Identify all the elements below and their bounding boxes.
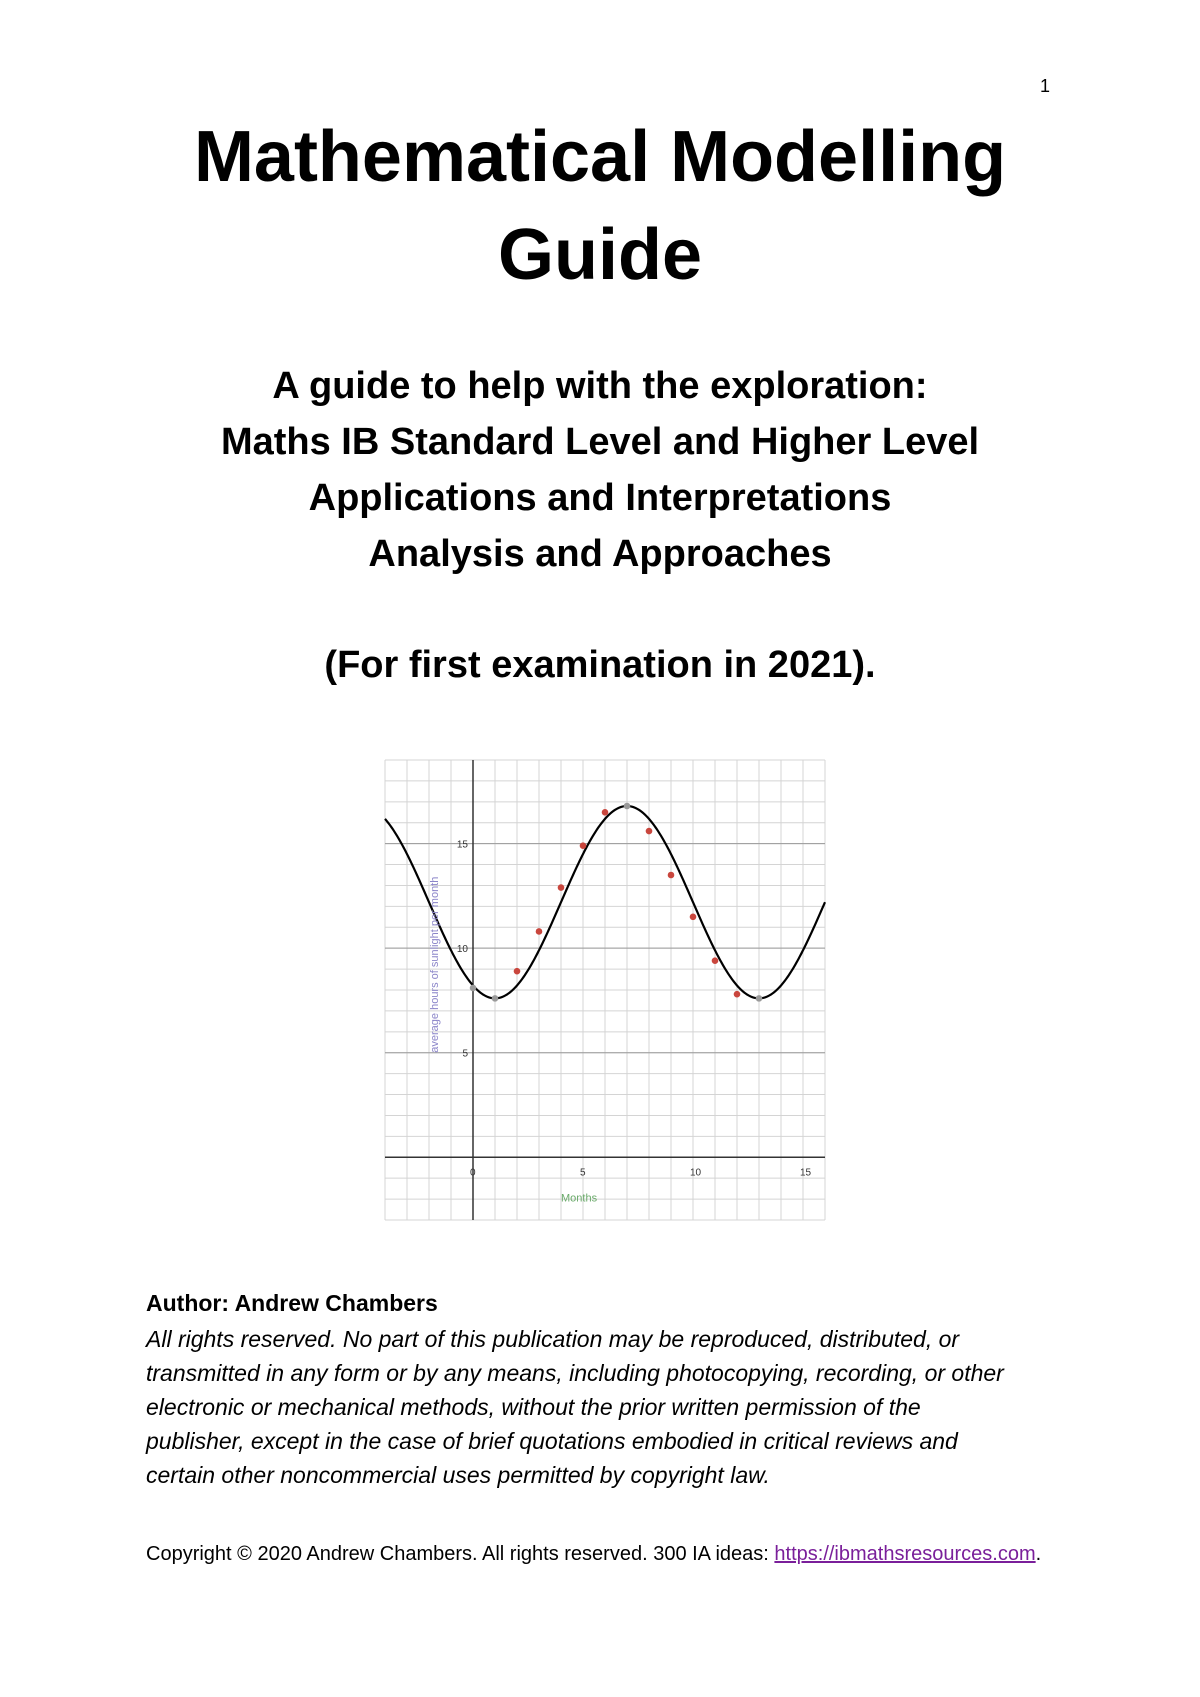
chart-tick-labels	[457, 840, 812, 1179]
chart-grid	[385, 760, 825, 1220]
y-tick-label: 10	[456, 944, 468, 956]
data-point	[470, 985, 477, 992]
rights-line: All rights reserved. No part of this publication may be reproduced, distributed, or	[146, 1326, 960, 1352]
website-link[interactable]: https://ibmathsresources.com	[774, 1543, 1036, 1565]
data-point	[646, 828, 653, 835]
data-point	[734, 991, 741, 998]
data-point	[602, 809, 609, 816]
page-number: 1	[1040, 76, 1051, 96]
chart-points	[470, 803, 763, 1002]
y-axis-label: average hours of sunlight per month	[428, 876, 441, 1053]
x-tick-label: 10	[690, 1167, 702, 1179]
subtitle-line: Applications and Interpretations	[308, 477, 892, 519]
rights-line: publisher, except in the case of brief quotations embodied in critical reviews and	[146, 1428, 958, 1454]
subtitle-line: Maths IB Standard Level and Higher Level	[220, 421, 980, 463]
rights-line: transmitted in any form or by any means, including photocopying, recording, or other	[146, 1360, 1004, 1386]
author: Author: Andrew Chambers	[146, 1290, 438, 1316]
title-line-1: Mathematical Modelling	[193, 117, 1007, 197]
subtitle-line: A guide to help with the exploration:	[272, 365, 928, 407]
y-tick-label: 5	[462, 1048, 468, 1060]
data-point	[580, 842, 587, 849]
copyright-end: .	[1035, 1543, 1042, 1565]
copyright-text: Copyright © 2020 Andrew Chambers. All rights reserved. 300 IA ideas:	[146, 1543, 775, 1565]
x-tick-label: 15	[800, 1167, 812, 1179]
data-point	[712, 957, 719, 964]
copyright-footer	[146, 1543, 1041, 1566]
x-axis-label: Months	[561, 1192, 598, 1205]
document-title	[0, 108, 1200, 304]
rights-line: certain other noncommercial uses permitted by copyright law.	[146, 1462, 770, 1488]
y-tick-label: 15	[456, 839, 468, 851]
rights-notice	[146, 1322, 1066, 1492]
data-point	[514, 968, 521, 975]
rights-line: electronic or mechanical methods, without the prior written permission of the	[146, 1394, 921, 1420]
subtitle-line: Analysis and Approaches	[368, 533, 832, 575]
data-point	[668, 872, 675, 879]
document-subtitle	[0, 358, 1200, 582]
data-point	[756, 995, 763, 1002]
data-point	[536, 928, 543, 935]
x-tick-label: 0	[470, 1167, 476, 1179]
data-point	[690, 914, 697, 921]
sunlight-chart	[380, 750, 830, 1222]
data-point	[624, 803, 631, 810]
exam-note: (For first examination in 2021).	[324, 644, 876, 686]
title-line-2: Guide	[497, 215, 702, 295]
x-tick-label: 5	[580, 1167, 586, 1179]
data-point	[492, 995, 499, 1002]
data-point	[558, 884, 565, 891]
